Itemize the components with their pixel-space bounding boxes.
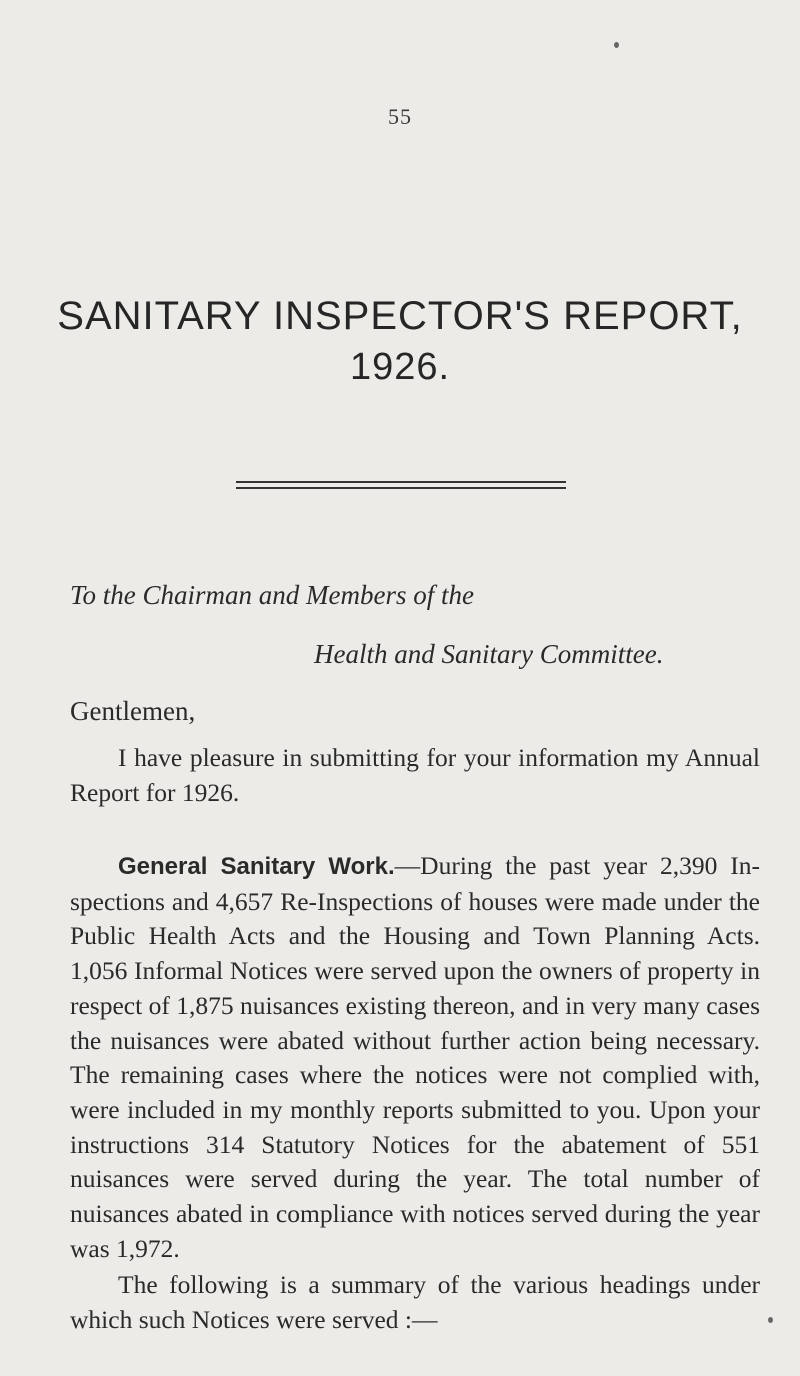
page-speck	[614, 42, 619, 48]
summary-intro-paragraph: The following is a summary of the various headings under which such Notices were served :—	[70, 1270, 760, 1334]
title-divider-top	[236, 481, 566, 483]
general-work-text: —During the past year 2,390 In-spections and 4,657 Re-Inspections of houses were made under the Public Health Acts and the Housing and Town Planning Acts. 1,056 Informal Notices were served upon the owners of property in respect of 1,875 nuisances existing thereon, and in very many cases the nuisances were abated without further action being necessary. The remaining cases where the notices were not complied with, were included in my monthly reports submitted to you. Upon your instructions 314 Statutory Notices for the abatement of 551 nuisances were served during the year. The total number of nuisances abated in compliance with notices served during the year was 1,972.	[70, 851, 760, 1263]
title-divider-bottom	[236, 487, 566, 489]
report-year: 1926.	[349, 346, 451, 388]
addressee-line-2: Health and Sanitary Committee.	[314, 639, 664, 669]
addressee-line-1: To the Chairman and Members of the	[70, 580, 474, 610]
general-work-paragraph	[70, 849, 760, 1266]
intro-paragraph: I have pleasure in submitting for your information my Annual Report for 1926.	[70, 743, 760, 807]
salutation: Gentlemen,	[70, 696, 196, 726]
page-speck	[768, 1317, 773, 1323]
general-work-heading: General Sanitary Work.	[118, 853, 395, 880]
report-title: SANITARY INSPECTOR'S REPORT,	[57, 294, 743, 338]
page-number: 55	[388, 104, 412, 129]
